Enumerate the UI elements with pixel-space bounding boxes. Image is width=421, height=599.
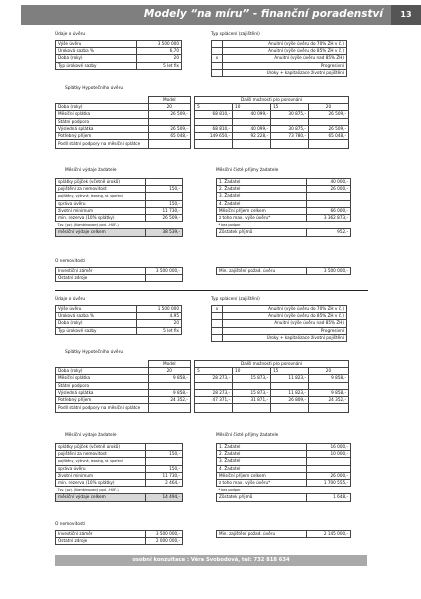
label-applicant-1: 1. Žadatel [217,444,307,451]
value-admin-fee: 150,- [146,200,183,207]
repay-mark [212,69,223,76]
label-admin-fee: správa úvěru [56,465,146,472]
value-insurance: 150,- [146,451,183,458]
value-max-loan: 3 362 873,- [307,214,351,221]
value-loan-payments [146,179,183,186]
page-title: Modely “na míru” - finanční poradenství [143,8,383,20]
share-cell [270,140,308,149]
payment-cell: 9 858,- [148,375,190,382]
monthly-expenses-heading: Měsíční výdaje žadatele [65,168,117,173]
label-max-loan: z toho max. výše úvěru* [217,479,307,486]
mortgage-repayments-heading: Splátky Hypotečního úvěru [65,350,124,355]
row-label-required-income: Potřebný příjem [56,396,149,403]
income-cell: 73 780,- [270,132,308,139]
repayment-type-heading: Typ splácení (zajištění) [211,297,260,302]
label-min-reserve: min. rezerva (10% splátky) [56,214,146,221]
label-total-expenses: měsíční výdaje celkem [56,229,146,236]
income-cell: 24 352,- [148,396,190,403]
monthly-income-heading: Měsíční čisté příjmy žadatele [216,433,279,438]
label-interest-rate: Úroková sazba % [56,48,137,55]
repayment-type-heading: Typ splácení (zajištění) [211,32,260,37]
share-cell [233,140,271,149]
row-label-support-share: Podíl státní podpory na měsíční splátce [56,140,149,149]
income-cell: 65 048,- [308,132,348,139]
repay-mark [212,320,223,327]
repay-mark: x [212,55,223,62]
value-investment-plan: 3 500 000,- [146,531,183,538]
value-applicant-1: 16 000,- [307,444,351,451]
label-loan-payments: splátky půjček (včetně úroků) [56,179,146,186]
repay-option: Anuitní (výše úvěru do 85% ZH v č.) [223,313,347,320]
row-label-monthly-payment: Měsíční splátka [56,111,149,118]
resulting-cell: 30 875,- [270,125,308,132]
row-label-term: Doba (roky) [56,104,149,111]
value-investment-plan: 3 500 000,- [146,268,183,275]
label-subsistence: životní minimum [56,207,146,214]
loan-data-heading: Údaje o úvěru [55,32,86,37]
value-loan-amount: 1 500 000 [137,306,182,313]
payment-cell: 26 509,- [148,111,190,118]
row-label-state-support: Státní podpora [56,382,149,389]
max-loan-note: * bez podpor [218,488,241,493]
label-income-surplus: Zůstatek příjmů [217,494,307,501]
insurance-note: pojištěny, výživné, leasing, st. spoření [56,458,146,465]
payment-cell: 15 873,- [233,375,271,382]
term-cell: 10 [233,368,271,375]
support-cell [233,382,271,389]
row-label-term: Doba (roky) [56,368,149,375]
income-cell: 26 809,- [270,396,308,403]
value-income-surplus: 1 648,- [307,494,351,501]
real-estate-table [55,267,183,282]
resulting-cell: 26 509,- [148,125,190,132]
income-table [216,443,351,502]
payment-cell: 26 509,- [308,111,348,118]
support-cell [308,118,348,125]
term-cell: 15 [270,368,308,375]
expenses-table [55,178,183,237]
monthly-expenses-heading: Měsíční výdaje žadatele [65,433,117,438]
repay-mark [212,41,223,48]
value-insurance: 150,- [146,186,183,193]
value-other-sources [146,275,183,282]
header-band [21,5,421,25]
repay-mark [212,334,223,341]
expenses-table [55,443,183,502]
income-cell: 47 371,- [195,396,233,403]
max-loan-note: * bez podpor [218,223,241,228]
income-cell: 92 228,- [233,132,271,139]
repayments-table [55,360,349,413]
value-interest-rate: 4,95 [137,313,182,320]
repayments-table [55,96,349,149]
row-label-resulting-payment: Výsledná splátka [56,125,149,132]
label-applicant-3: 3. Žadatel [217,193,307,200]
repay-option: Anuitní (výše úvěru nad 85% ZH) [223,320,347,327]
label-income-surplus: Zůstatek příjmů [217,229,307,236]
label-loan-amount: Výše úvěru [56,41,137,48]
resulting-cell: 9 858,- [148,389,190,396]
repay-option: Progresivní [223,62,347,69]
share-cell [270,404,308,413]
label-subsistence: životní minimum [56,472,146,479]
share-cell [308,404,348,413]
value-total-income: 66 000,- [307,207,351,214]
min-reserve-note: Tzv. (pz). (Kombinovaný pod. -HÚF-) [57,223,119,228]
value-subsistence: 11 730,- [146,207,183,214]
support-cell [195,118,233,125]
value-applicant-3 [307,458,351,465]
col-other-options: Další možnosti pro porovnání [195,361,349,368]
value-min-collateral: 2 145 000,- [307,531,351,538]
value-applicant-4 [307,200,351,207]
label-insurance: pojištění za nemovitost [56,451,146,458]
term-cell: 10 [233,104,271,111]
income-cell: 149 650,- [195,132,233,139]
label-interest-rate: Úroková sazba % [56,313,137,320]
payment-cell: 11 823,- [270,375,308,382]
share-cell [195,140,233,149]
label-other-sources: Ostatní zdroje [56,538,146,545]
label-applicant-3: 3. Žadatel [217,458,307,465]
label-total-income: Měsíční příjem celkem [217,207,307,214]
resulting-cell: 26 509,- [308,125,348,132]
support-cell [195,382,233,389]
label-investment-plan: Investiční záměr [56,268,146,275]
income-cell: 65 048,- [148,132,190,139]
term-cell: 5 [195,104,233,111]
label-term: Doba (roky) [56,55,137,62]
resulting-cell: 11 823,- [270,389,308,396]
repay-option: Progresivní [223,327,347,334]
label-applicant-2: 2. Žadatel [217,451,307,458]
section-divider [55,290,368,291]
support-cell [148,382,190,389]
term-cell: 15 [270,104,308,111]
label-investment-plan: Investiční záměr [56,531,146,538]
mortgage-repayments-heading: Splátky Hypotečního úvěru [65,86,124,91]
col-other-options: Další možnosti pro porovnání [195,97,349,104]
label-applicant-4: 4. Žadatel [217,200,307,207]
value-total-income: 26 000,- [307,472,351,479]
repay-option: Úroky + kapitalizace životní pojištění [223,334,347,341]
resulting-cell: 15 873,- [233,389,271,396]
label-min-reserve: min. rezerva (10% splátky) [56,479,146,486]
label-insurance: pojištění za nemovitost [56,186,146,193]
share-cell [308,140,348,149]
repay-option: Anuitní (výše úvěru do 70% ZH v č.) [223,306,347,313]
support-cell [148,118,190,125]
label-other-sources: Ostatní zdroje [56,275,146,282]
collateral-table [216,267,351,275]
share-cell [148,140,190,149]
min-reserve-note: Tzv. (pz). (Kombinovaný pod. -HÚF-) [57,488,119,493]
payment-cell: 30 875,- [270,111,308,118]
loan-data-table [55,40,182,70]
value-min-reserve: 2 464,- [146,479,183,486]
support-cell [270,118,308,125]
label-loan-payments: splátky půjček (včetně úroků) [56,444,146,451]
value-rate-type: 5 let fix [137,62,182,69]
real-estate-heading: O nemovitosti [55,522,86,527]
value-other-sources: 2 000 000,- [146,538,183,545]
resulting-cell: 28 273,- [195,389,233,396]
label-loan-amount: Výše úvěru [56,306,137,313]
consultation-footer: osobní konzultace : Věra Svobodová, tel: 732 818 634 [55,555,367,566]
value-interest-rate: 6,70 [137,48,182,55]
term-cell: 5 [195,368,233,375]
value-loan-payments [146,444,183,451]
loan-data-heading: Údaje o úvěru [55,297,86,302]
value-total-expenses: 14 494,- [146,494,183,501]
value-applicant-2: 10 000,- [307,451,351,458]
repayment-type-table [211,40,347,77]
income-cell: 24 352,- [308,396,348,403]
payment-cell: 40 099,- [233,111,271,118]
value-income-surplus: 952,- [307,229,351,236]
support-cell [270,382,308,389]
label-min-collateral: Min. zajištění požad. úvěru [217,268,307,275]
repay-mark [212,48,223,55]
share-cell [195,404,233,413]
value-term: 20 [137,55,182,62]
value-term: 20 [137,320,182,327]
label-min-collateral: Min. zajištění požad. úvěru [217,531,307,538]
row-label-monthly-payment: Měsíční splátka [56,375,149,382]
monthly-income-heading: Měsíční čisté příjmy žadatele [216,168,279,173]
payment-cell: 28 273,- [195,375,233,382]
label-applicant-2: 2. Žadatel [217,186,307,193]
term-cell: 20 [148,368,190,375]
share-cell [148,404,190,413]
value-min-reserve: 26 509,- [146,214,183,221]
page-number: 13 [391,5,421,25]
loan-data-table [55,305,182,335]
row-label-state-support: Státní podpora [56,118,149,125]
support-cell [308,382,348,389]
repay-mark [212,327,223,334]
label-applicant-4: 4. Žadatel [217,465,307,472]
value-total-expenses: 38 539,- [146,229,183,236]
label-total-expenses: měsíční výdaje celkem [56,494,146,501]
value-applicant-3 [307,193,351,200]
value-min-collateral: 3 500 000,- [307,268,351,275]
value-admin-fee: 150,- [146,465,183,472]
repay-mark: x [212,306,223,313]
real-estate-heading: O nemovitosti [55,259,86,264]
label-rate-type: Typ úrokové sazby [56,62,137,69]
resulting-cell: 68 810,- [195,125,233,132]
term-cell: 20 [308,368,348,375]
row-label-resulting-payment: Výsledná splátka [56,389,149,396]
repay-option: Anuitní (výše úvěru nad 85% ZH) [223,55,347,62]
col-model: Model [148,361,190,368]
value-subsistence: 11 730,- [146,472,183,479]
term-cell: 20 [308,104,348,111]
label-applicant-1: 1. Žadatel [217,179,307,186]
col-model: Model [148,97,190,104]
real-estate-table [55,530,183,545]
row-label-support-share: Podíl státní podpory na měsíční splátce [56,404,149,413]
repay-option: Anuitní (výše úvěru do 70% ZH v č.) [223,41,347,48]
term-cell: 20 [148,104,190,111]
label-admin-fee: správa úvěru [56,200,146,207]
label-total-income: Měsíční příjem celkem [217,472,307,479]
payment-cell: 9 858,- [308,375,348,382]
label-rate-type: Typ úrokové sazby [56,327,137,334]
value-loan-amount: 3 500 000 [137,41,182,48]
repay-option: Úroky + kapitalizace životní pojištění [223,69,347,76]
value-applicant-1: 40 000,- [307,179,351,186]
repay-option: Anuitní (výše úvěru do 85% ZH v č.) [223,48,347,55]
income-cell: 31 871,- [233,396,271,403]
repayment-type-table [211,305,347,342]
income-table [216,178,351,237]
value-max-loan: 1 700 555,- [307,479,351,486]
collateral-table [216,530,351,538]
support-cell [233,118,271,125]
row-label-required-income: Potřebný příjem [56,132,149,139]
label-max-loan: z toho max. výše úvěru* [217,214,307,221]
share-cell [233,404,271,413]
repay-mark [212,62,223,69]
payment-cell: 68 810,- [195,111,233,118]
value-applicant-4 [307,465,351,472]
resulting-cell: 40 099,- [233,125,271,132]
label-term: Doba (roky) [56,320,137,327]
repay-mark [212,313,223,320]
value-applicant-2: 26 000,- [307,186,351,193]
value-rate-type: 5 let fix [137,327,182,334]
resulting-cell: 9 858,- [308,389,348,396]
insurance-note: pojištěny, výživné, leasing, st. spoření [56,193,146,200]
